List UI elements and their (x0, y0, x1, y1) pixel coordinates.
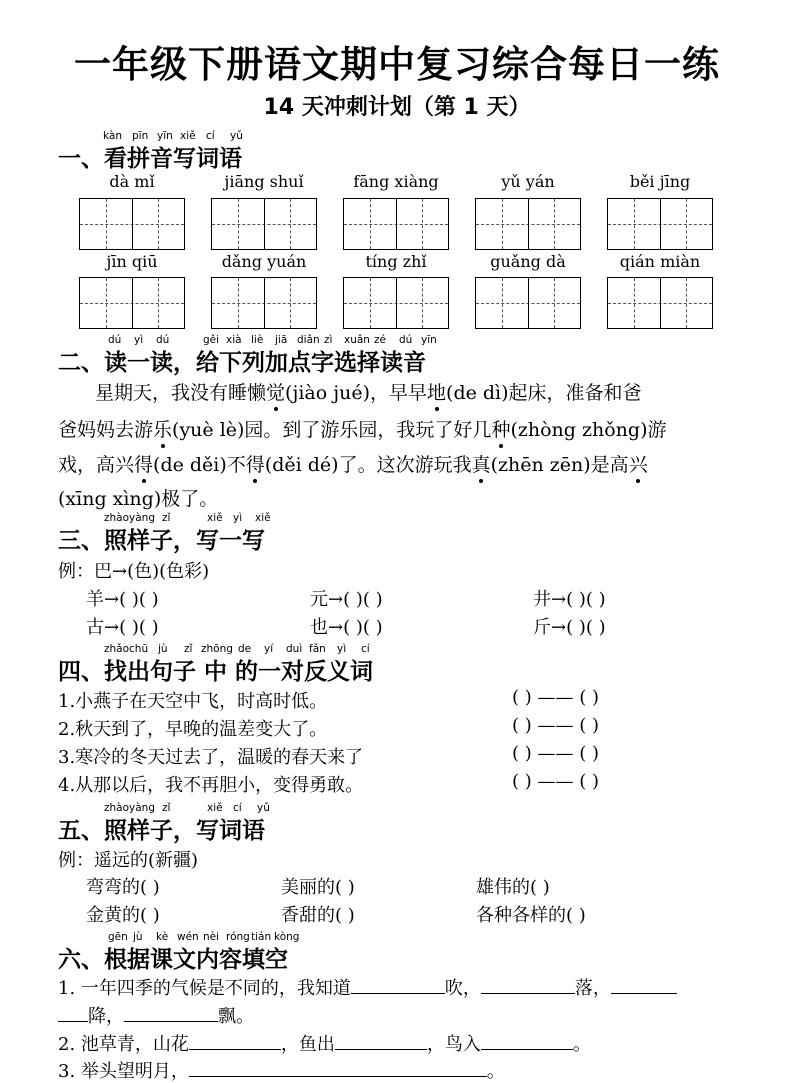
sentence: 2.秋天到了，早晚的温差变大了。 (58, 719, 328, 740)
exercise-item: 金黄的( ) (86, 905, 160, 926)
ruby-text: dú (108, 334, 122, 346)
page-title: 一年级下册语文期中复习综合每日一练 (74, 43, 720, 86)
writing-grid[interactable] (607, 198, 713, 250)
exercise-item: 元→( )( ) (310, 589, 383, 610)
pinyin-label: dǎng yuán (221, 252, 307, 271)
section-2-heading: 二、读一读，给下列加点字选择读音 (58, 350, 426, 376)
exercise-item: 也→( )( ) (310, 617, 383, 638)
ruby-text: zhǎochū (104, 643, 149, 655)
section-1-heading: 一、看拼音写词语 (58, 146, 242, 172)
fill-blank[interactable] (189, 1031, 281, 1050)
ruby-text: duì (286, 643, 303, 655)
ruby-text: zì (324, 334, 333, 346)
exercise-item: 井→( )( ) (533, 589, 606, 610)
page-subtitle: 14 天冲刺计划（第 1 天） (263, 95, 531, 120)
ruby-text: liè (251, 334, 264, 346)
answer-blank[interactable]: ( ) —— ( ) (512, 743, 599, 764)
section-5-heading: 五、照样子，写词语 (58, 818, 265, 844)
exercise-item: 雄伟的( ) (476, 877, 550, 898)
ruby-text: yǔ (230, 130, 243, 142)
ruby-text: yīn (421, 334, 437, 346)
ruby-text: cí (361, 643, 370, 655)
pinyin-label: yǔ yán (501, 172, 555, 191)
sentence: 3.寒冷的冬天过去了，温暖的春天来了 (58, 747, 364, 768)
ruby-text: zhōng (201, 643, 233, 655)
ruby-text: zhàoyàng (104, 802, 155, 814)
writing-grid[interactable] (607, 277, 713, 329)
ruby-text: kòng (274, 931, 300, 943)
ruby-text: yīn (157, 130, 173, 142)
ruby-text: yì (233, 512, 243, 524)
fill-line: 1. 一年四季的气候是不同的，我知道 吹， 落， (58, 974, 677, 1000)
ruby-text: zé (374, 334, 386, 346)
writing-grid[interactable] (211, 198, 317, 250)
ruby-text: gēn (108, 931, 128, 943)
ruby-text: wén (177, 931, 199, 943)
fill-line: 降， 飘。 (58, 1002, 254, 1028)
ruby-text: zhàoyàng (104, 512, 155, 524)
fill-blank[interactable] (481, 1031, 573, 1050)
fill-blank[interactable] (189, 1058, 487, 1077)
ruby-text: xiě (207, 512, 223, 524)
ruby-text: diǎn (297, 334, 320, 346)
exercise-item: 羊→( )( ) (86, 589, 159, 610)
pinyin-label: jiāng shuǐ (224, 172, 304, 191)
ruby-text: xià (226, 334, 242, 346)
writing-grid[interactable] (343, 277, 449, 329)
ruby-text: xuǎn (344, 334, 370, 346)
exercise-item: 斤→( )( ) (533, 617, 606, 638)
sentence: 1.小燕子在天空中飞，时高时低。 (58, 691, 328, 712)
exercise-item: 香甜的( ) (281, 905, 355, 926)
example-text: 例：遥远的(新疆) (58, 850, 199, 871)
section-6-heading: 六、根据课文内容填空 (58, 947, 288, 973)
fill-blank[interactable] (124, 1003, 218, 1022)
ruby-text: zǐ (184, 643, 193, 655)
writing-grid[interactable] (79, 198, 185, 250)
exercise-item: 弯弯的( ) (86, 877, 160, 898)
ruby-text: pīn (132, 130, 149, 142)
ruby-text: gěi (203, 334, 220, 346)
writing-grid[interactable] (475, 277, 581, 329)
ruby-text: dú (156, 334, 170, 346)
pinyin-label: běi jīng (629, 172, 691, 191)
ruby-text: kè (156, 931, 169, 943)
ruby-text: yì (134, 334, 144, 346)
pinyin-label: fāng xiàng (353, 172, 439, 191)
ruby-text: nèi (203, 931, 220, 943)
ruby-text: yì (337, 643, 347, 655)
writing-grid[interactable] (211, 277, 317, 329)
fill-blank[interactable] (58, 1003, 88, 1022)
pinyin-label: dà mǐ (109, 172, 155, 191)
ruby-text: yí (264, 643, 274, 655)
sentence: 4.从那以后，我不再胆小，变得勇敢。 (58, 775, 364, 796)
passage-line: 戏，高兴得(de děi)不得(děi dé)了。这次游玩我真(zhēn zēn)是高兴 (58, 454, 648, 476)
ruby-text: xiě (255, 512, 271, 524)
answer-blank[interactable]: ( ) —— ( ) (512, 687, 599, 708)
ruby-text: zǐ (162, 802, 171, 814)
answer-blank[interactable]: ( ) —— ( ) (512, 715, 599, 736)
example-text: 例：巴→(色)(色彩) (58, 561, 210, 582)
fill-line: 2. 池草青，山花 ，鱼出 ，鸟入 。 (58, 1030, 591, 1056)
ruby-text: dú (399, 334, 413, 346)
exercise-item: 各种各样的( ) (476, 905, 586, 926)
pinyin-label: guǎng dà (490, 252, 566, 271)
exercise-item: 古→( )( ) (86, 617, 159, 638)
ruby-text: zǐ (162, 512, 171, 524)
passage-line: 星期天，我没有睡懒觉(jiào jué)，早早地(de dì)起床，准备和爸 (95, 382, 642, 404)
ruby-text: xiě (180, 130, 196, 142)
passage-line: (xīng xìng)极了。 (58, 488, 219, 510)
section-4-heading: 四、找出句子 中 的一对反义词 (58, 659, 374, 685)
exercise-item: 美丽的( ) (281, 877, 355, 898)
writing-grid[interactable] (343, 198, 449, 250)
ruby-text: jù (133, 931, 143, 943)
pinyin-label: qián miàn (619, 252, 701, 271)
section-3-heading: 三、照样子，写一写 (58, 528, 265, 554)
fill-blank[interactable] (335, 1031, 427, 1050)
ruby-text: jù (158, 643, 168, 655)
ruby-text: róng (226, 931, 250, 943)
writing-grid[interactable] (475, 198, 581, 250)
fill-line: 3. 举头望明月， 。 (58, 1057, 505, 1083)
answer-blank[interactable]: ( ) —— ( ) (512, 771, 599, 792)
ruby-text: kàn (103, 130, 122, 142)
ruby-text: cí (206, 130, 215, 142)
ruby-text: xiě (207, 802, 223, 814)
fill-blank[interactable] (611, 975, 677, 994)
ruby-text: fǎn (309, 643, 326, 655)
pinyin-label: jīn qiū (106, 252, 158, 271)
fill-blank[interactable] (481, 975, 575, 994)
pinyin-label: tíng zhǐ (365, 252, 427, 271)
fill-blank[interactable] (351, 975, 445, 994)
writing-grid[interactable] (79, 277, 185, 329)
passage-line: 爸妈妈去游乐(yuè lè)园。到了游乐园，我玩了好几种(zhòng zhǒng)游 (58, 419, 667, 441)
ruby-text: yǔ (257, 802, 270, 814)
ruby-text: cí (233, 802, 242, 814)
ruby-text: tián (251, 931, 272, 943)
ruby-text: de (238, 643, 252, 655)
ruby-text: jiā (275, 334, 288, 346)
